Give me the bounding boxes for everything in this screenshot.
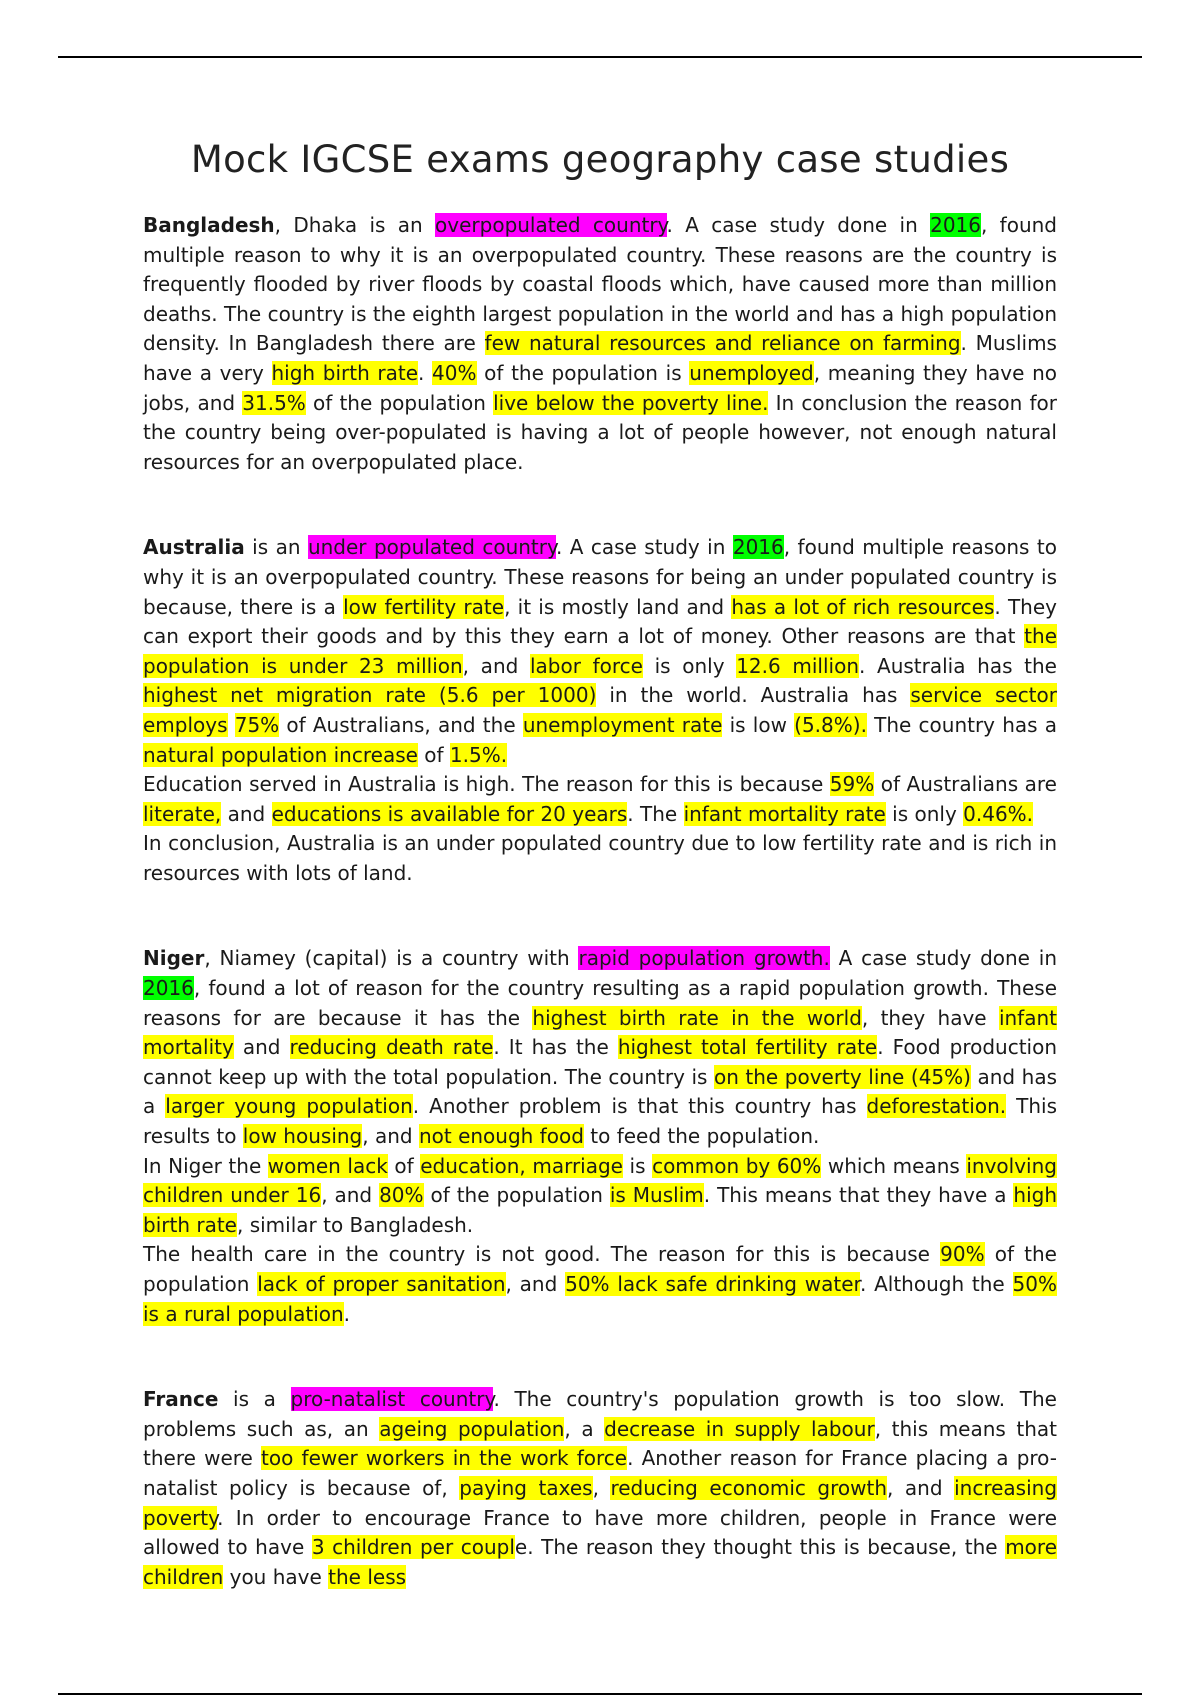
fact-highlight: 75%: [234, 712, 280, 737]
text-run: is: [622, 1153, 653, 1178]
text-run: and has a: [143, 1064, 1057, 1119]
text-run: which means: [821, 1153, 967, 1178]
fact-highlight: service sector employs: [143, 683, 1057, 737]
fact-highlight: more children: [143, 1535, 1057, 1589]
header-rule: [58, 56, 1142, 58]
document-title: Mock IGCSE exams geography case studies: [190, 138, 1010, 181]
fact-highlight: infant mortality: [143, 1005, 1057, 1060]
fact-highlight: unemployed: [689, 360, 814, 385]
fact-highlight: larger young population: [165, 1094, 413, 1119]
fact-highlight: (5.8%).: [794, 712, 867, 737]
text-run: . Another problem is that this country has: [412, 1094, 867, 1119]
text-run: , and: [321, 1183, 380, 1208]
country-name: France: [143, 1387, 219, 1412]
text-run: , they have: [861, 1005, 999, 1030]
text-run: , and: [362, 1124, 419, 1149]
text-run: , and: [887, 1475, 955, 1500]
paragraph: [143, 770, 1057, 829]
paragraph: [143, 211, 1057, 477]
fact-highlight: natural population increase: [143, 742, 418, 767]
fact-highlight: women lack: [267, 1153, 388, 1178]
key-term-highlight: overpopulated country: [435, 213, 667, 237]
text-run: of: [417, 742, 450, 767]
fact-highlight: 0.46%.: [963, 801, 1034, 826]
fact-highlight: 59%: [829, 772, 875, 797]
case-study-france: [143, 1385, 1057, 1592]
fact-highlight: not enough food: [418, 1124, 584, 1149]
text-run: . In order to encourage France to have more children, people in France were allowed to have: [143, 1505, 1057, 1560]
fact-highlight: 3 children per coupl: [311, 1535, 515, 1560]
paragraph: [143, 1385, 1057, 1592]
fact-highlight: literate,: [143, 801, 222, 826]
text-run: to feed the population.: [583, 1124, 820, 1149]
text-run: of the population: [305, 390, 494, 415]
paragraph: [143, 533, 1057, 770]
fact-highlight: increasing poverty: [143, 1475, 1058, 1530]
text-run: , and: [505, 1272, 566, 1296]
fact-highlight: the population is under 23 million: [143, 624, 1057, 678]
text-run: .: [418, 360, 433, 385]
fact-highlight: educations is available for 20 years: [271, 801, 628, 826]
text-run: .: [343, 1301, 351, 1326]
text-run: . Australia has the: [859, 653, 1057, 678]
text-run: . Muslims have a very: [143, 331, 1057, 385]
fact-highlight: infant mortality rate: [683, 801, 886, 826]
text-run: in the world. Australia has: [596, 683, 911, 708]
text-run: . Food production cannot keep up with the total population. The country is: [143, 1035, 1058, 1089]
text-run: is low: [722, 712, 795, 737]
fact-highlight: on the poverty line (45%): [713, 1064, 971, 1089]
text-run: you have: [223, 1564, 329, 1589]
key-term-highlight: under populated country: [307, 535, 556, 560]
text-run: , found multiple reasons to why it is an overpopulated country. These reasons for being an under populated country is because, there is a: [143, 535, 1057, 619]
section-gap: [143, 1329, 1057, 1385]
year-highlight: 2016: [930, 213, 981, 237]
text-run: . A case study in: [555, 535, 733, 560]
fact-highlight: decrease in supply labour: [604, 1416, 875, 1441]
text-run: and: [233, 1035, 290, 1060]
text-run: , and: [462, 653, 530, 678]
paragraph: [143, 1240, 1057, 1329]
fact-highlight: labor force: [529, 653, 643, 678]
fact-highlight: 50% is a rural population: [143, 1272, 1057, 1326]
paragraph: [143, 829, 1057, 888]
paragraph: [143, 944, 1057, 1151]
paragraph: [143, 1152, 1057, 1241]
text-run: , Niamey (capital) is a country with: [204, 946, 579, 971]
text-run: . Another reason for France placing a pro-natalist policy is because of,: [143, 1446, 1058, 1500]
text-run: ,: [592, 1475, 611, 1500]
text-run: , similar to Bangladesh.: [236, 1212, 474, 1237]
fact-highlight: 90%: [940, 1242, 985, 1267]
text-run: Education served in Australia is high. The reason for this is because: [143, 772, 830, 797]
text-run: The country has a: [866, 712, 1058, 737]
text-run: The health care in the country is not good. The reason for this is because: [143, 1242, 941, 1267]
fact-highlight: ageing population: [379, 1416, 565, 1441]
text-run: of Australians are: [874, 772, 1057, 797]
text-run: In Niger the: [143, 1153, 268, 1178]
footer-rule: [58, 1693, 1142, 1695]
text-run: . It has the: [493, 1035, 618, 1060]
fact-highlight: reducing death rate: [289, 1035, 494, 1060]
year-highlight: 2016: [143, 976, 194, 1001]
text-run: . A case study done in: [666, 213, 931, 237]
key-term-highlight: rapid population growth.: [578, 946, 830, 971]
fact-highlight: highest birth rate in the world: [532, 1005, 862, 1030]
country-name: Australia: [143, 535, 245, 560]
text-run: , found a lot of reason for the country resulting as a rapid population growth. These reasons for are because it has the: [143, 976, 1057, 1030]
fact-highlight: is Muslim: [609, 1183, 704, 1208]
country-name: Niger: [143, 946, 205, 971]
country-name: Bangladesh: [143, 213, 275, 237]
fact-highlight: 40%: [432, 360, 477, 385]
year-highlight: 2016: [732, 535, 784, 560]
text-run: , this means that there were: [143, 1416, 1058, 1471]
fact-highlight: 31.5%: [242, 390, 306, 415]
text-run: of Australians, and the: [279, 712, 523, 737]
case-study-niger: [143, 944, 1057, 1329]
section-gap: [143, 477, 1057, 533]
text-run: , found multiple reason to why it is an overpopulated country. These reasons are the country is frequently flooded by river floods by coastal floods which, have caused more than million deaths. The country is the eighth largest population in the world and has a high population density. In Bangladesh there are: [143, 213, 1057, 356]
fact-highlight: too fewer workers in the work force: [261, 1446, 628, 1471]
text-run: In conclusion the reason for the country being over-populated is having a lot of people however, not enough natural resources for an overpopulated place.: [143, 390, 1057, 474]
text-run: is only: [885, 801, 964, 826]
fact-highlight: highest total fertility rate: [617, 1035, 878, 1060]
fact-highlight: highest net migration rate (5.6 per 1000): [143, 683, 597, 708]
text-run: A case study done in: [829, 946, 1057, 971]
fact-highlight: high birth rate: [271, 360, 419, 385]
text-run: is a: [218, 1387, 291, 1412]
fact-highlight: 12.6 million: [736, 653, 860, 678]
text-run: , meaning they have no jobs, and: [143, 360, 1058, 415]
fact-highlight: low fertility rate: [343, 594, 505, 619]
fact-highlight: 1.5%.: [449, 742, 508, 767]
text-run: is only: [642, 653, 737, 678]
text-run: . The country's population growth is too slow. The problems such as, an: [143, 1387, 1057, 1441]
text-run: , it is mostly land and: [504, 594, 732, 619]
text-run: . Although the: [859, 1272, 1013, 1296]
section-gap: [143, 888, 1057, 944]
text-run: , Dhaka is an: [274, 213, 436, 237]
fact-highlight: has a lot of rich resources: [731, 594, 995, 619]
text-run: is an: [244, 535, 308, 560]
text-run: , a: [564, 1416, 605, 1441]
fact-highlight: education, marriage: [420, 1153, 623, 1178]
fact-highlight: few natural resources and reliance on farming: [484, 331, 961, 356]
fact-highlight: the less: [328, 1564, 407, 1589]
text-run: . The: [627, 801, 684, 826]
fact-highlight: low housing: [242, 1124, 363, 1149]
text-run: . They can export their goods and by this they earn a lot of money. Other reasons are that: [143, 594, 1057, 649]
case-study-australia: [143, 533, 1057, 888]
fact-highlight: involving children under 16: [143, 1153, 1057, 1208]
fact-highlight: 50% lack safe drinking water: [565, 1272, 860, 1296]
fact-highlight: live below the poverty line.: [493, 390, 769, 415]
text-run: [228, 713, 235, 737]
text-run: of: [387, 1153, 421, 1178]
text-run: e. The reason they thought this is because, the: [514, 1535, 1006, 1560]
text-run: . This means that they have a: [703, 1183, 1014, 1208]
text-run: of the population is: [476, 360, 690, 385]
text-run: of the population: [143, 1242, 1057, 1296]
case-study-bangladesh: [143, 211, 1057, 477]
fact-highlight: paying taxes: [459, 1475, 593, 1500]
fact-highlight: deforestation.: [866, 1094, 1007, 1119]
fact-highlight: high birth rate: [143, 1183, 1058, 1237]
fact-highlight: common by 60%: [652, 1153, 822, 1178]
text-run: In conclusion, Australia is an under populated country due to low fertility rate and is rich in resources with lots of land.: [143, 831, 1057, 885]
document-body: [143, 211, 1057, 1592]
fact-highlight: 80%: [379, 1183, 424, 1208]
text-run: and: [221, 801, 272, 826]
fact-highlight: reducing economic growth: [610, 1475, 888, 1500]
text-run: This results to: [143, 1094, 1057, 1149]
fact-highlight: lack of proper sanitation: [257, 1272, 506, 1296]
text-run: of the population: [423, 1183, 610, 1208]
fact-highlight: unemployment rate: [522, 712, 723, 737]
key-term-highlight: pro-natalist country: [290, 1387, 494, 1412]
